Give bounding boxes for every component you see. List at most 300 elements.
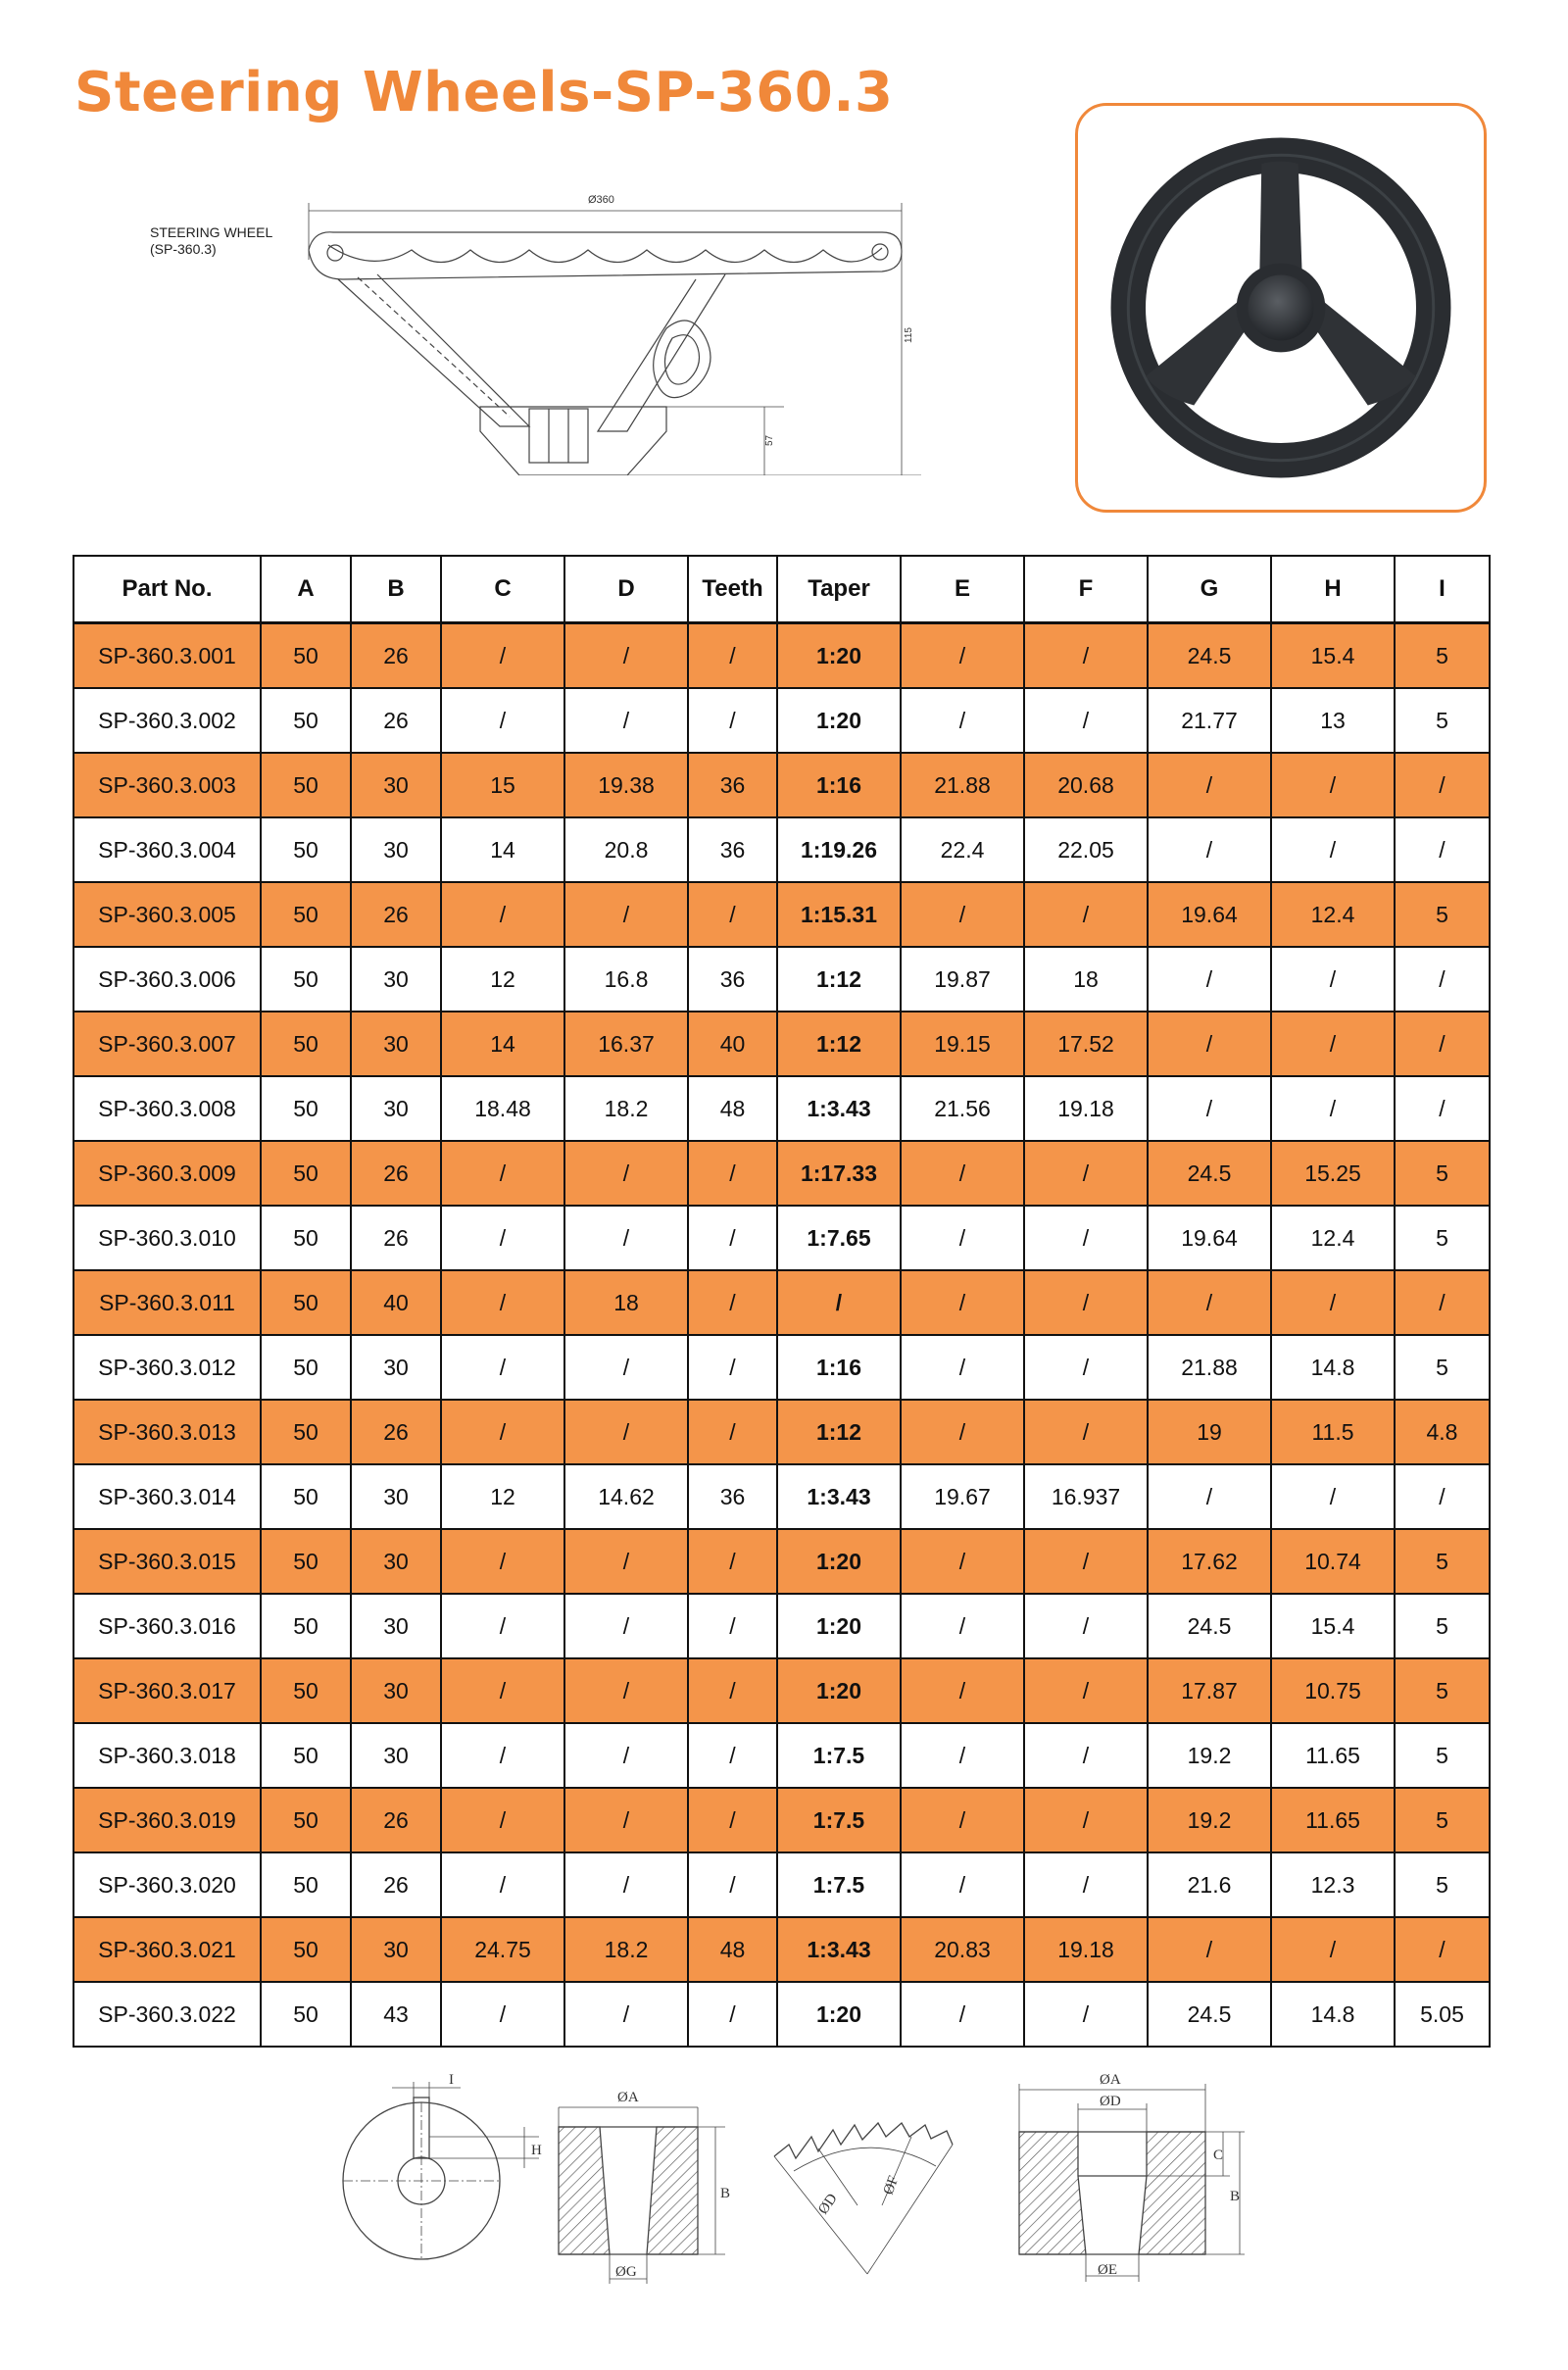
table-cell: / [564, 1594, 688, 1658]
table-cell: 50 [261, 1335, 351, 1400]
table-cell: 20.83 [901, 1917, 1024, 1982]
keyway-label-h: H [531, 2143, 542, 2158]
table-cell: 1:12 [777, 1012, 901, 1076]
table-cell: 50 [261, 1723, 351, 1788]
table-row [74, 1594, 1490, 1658]
table-cell: / [441, 1658, 564, 1723]
table-row [74, 1076, 1490, 1141]
table-cell: / [1271, 947, 1395, 1012]
table-cell: / [1395, 947, 1490, 1012]
spline-diagram [774, 2123, 953, 2274]
table-cell: / [688, 1788, 777, 1852]
table-cell: 16.937 [1024, 1464, 1148, 1529]
table-cell: / [441, 1529, 564, 1594]
table-cell: 5 [1395, 623, 1490, 689]
steering-wheel-photo-icon [1078, 106, 1484, 510]
table-cell: / [1148, 1917, 1271, 1982]
part-number-cell: SP-360.3.002 [74, 688, 261, 753]
hub-label-e: ØE [1098, 2262, 1117, 2278]
table-cell: 5 [1395, 1529, 1490, 1594]
keyway-label-i: I [449, 2072, 454, 2088]
table-cell: / [901, 1788, 1024, 1852]
table-cell: 1:15.31 [777, 882, 901, 947]
table-cell: / [564, 623, 688, 689]
table-cell: 1:12 [777, 947, 901, 1012]
table-cell: / [1024, 1788, 1148, 1852]
table-cell: 18.2 [564, 1917, 688, 1982]
table-cell: 1:7.5 [777, 1788, 901, 1852]
table-cell: / [901, 1529, 1024, 1594]
table-cell: 43 [351, 1982, 441, 2047]
table-cell: 50 [261, 1529, 351, 1594]
table-cell: 1:3.43 [777, 1917, 901, 1982]
table-cell: 24.75 [441, 1917, 564, 1982]
table-cell: / [901, 623, 1024, 689]
table-cell: / [441, 1788, 564, 1852]
table-cell: 21.77 [1148, 688, 1271, 753]
table-cell: / [441, 1400, 564, 1464]
table-cell: / [688, 1658, 777, 1723]
table-cell: / [1024, 1270, 1148, 1335]
hub-label-b: B [1230, 2189, 1241, 2204]
table-cell: 12.3 [1271, 1852, 1395, 1917]
part-number-cell: SP-360.3.004 [74, 817, 261, 882]
table-cell: / [1271, 817, 1395, 882]
table-cell: / [564, 1529, 688, 1594]
table-cell: 17.87 [1148, 1658, 1271, 1723]
table-cell: 36 [688, 947, 777, 1012]
table-cell: / [1024, 1400, 1148, 1464]
table-cell: / [1395, 1270, 1490, 1335]
table-cell: 14.62 [564, 1464, 688, 1529]
table-cell: 30 [351, 1917, 441, 1982]
page-title: Steering Wheels-SP-360.3 [74, 61, 894, 124]
table-cell: / [1148, 817, 1271, 882]
table-cell: / [1271, 1076, 1395, 1141]
table-cell: / [901, 688, 1024, 753]
table-cell: / [688, 623, 777, 689]
table-cell: 48 [688, 1076, 777, 1141]
table-cell: / [441, 1852, 564, 1917]
table-cell: 26 [351, 1141, 441, 1206]
table-cell: / [1024, 688, 1148, 753]
table-cell: / [1024, 1658, 1148, 1723]
part-number-cell: SP-360.3.018 [74, 1723, 261, 1788]
table-cell: / [901, 1723, 1024, 1788]
table-cell: / [688, 1400, 777, 1464]
table-cell: / [441, 1982, 564, 2047]
table-cell: 10.75 [1271, 1658, 1395, 1723]
column-header: A [261, 556, 351, 623]
table-cell: 50 [261, 1464, 351, 1529]
table-cell: / [1148, 1076, 1271, 1141]
hub-section-diagram [1019, 2084, 1245, 2282]
table-cell: 5 [1395, 1723, 1490, 1788]
table-cell: 50 [261, 1917, 351, 1982]
table-cell: 30 [351, 947, 441, 1012]
table-cell: 50 [261, 1141, 351, 1206]
table-cell: / [901, 1982, 1024, 2047]
table-cell: / [1395, 1917, 1490, 1982]
table-cell: 15.25 [1271, 1141, 1395, 1206]
table-cell: 40 [688, 1012, 777, 1076]
table-cell: 5 [1395, 1658, 1490, 1723]
dimension-diagrams-svg [323, 2068, 1264, 2289]
table-cell: / [1148, 947, 1271, 1012]
table-cell: / [688, 1594, 777, 1658]
table-cell: / [1271, 1012, 1395, 1076]
table-cell: 1:16 [777, 753, 901, 817]
table-row [74, 1400, 1490, 1464]
table-cell: 16.8 [564, 947, 688, 1012]
table-cell: 20.68 [1024, 753, 1148, 817]
table-cell: 19 [1148, 1400, 1271, 1464]
table-row [74, 1335, 1490, 1400]
spec-table [73, 555, 1491, 2048]
table-cell: / [901, 1658, 1024, 1723]
table-cell: 19.15 [901, 1012, 1024, 1076]
table-cell: 21.88 [901, 753, 1024, 817]
table-cell: / [1024, 1335, 1148, 1400]
table-cell: 26 [351, 1788, 441, 1852]
table-cell: / [441, 1594, 564, 1658]
table-cell: 1:20 [777, 1594, 901, 1658]
table-cell: 26 [351, 882, 441, 947]
table-cell: 26 [351, 688, 441, 753]
table-cell: 50 [261, 1982, 351, 2047]
table-cell: 26 [351, 1206, 441, 1270]
table-cell: / [441, 1206, 564, 1270]
table-cell: / [1271, 1464, 1395, 1529]
table-cell: 22.4 [901, 817, 1024, 882]
table-cell: / [777, 1270, 901, 1335]
table-cell: / [564, 1335, 688, 1400]
table-cell: / [1271, 753, 1395, 817]
table-cell: 19.18 [1024, 1076, 1148, 1141]
table-cell: 1:20 [777, 623, 901, 689]
part-number-cell: SP-360.3.005 [74, 882, 261, 947]
table-cell: 21.88 [1148, 1335, 1271, 1400]
table-cell: 36 [688, 753, 777, 817]
table-cell: / [564, 1141, 688, 1206]
part-number-cell: SP-360.3.013 [74, 1400, 261, 1464]
table-cell: 18 [564, 1270, 688, 1335]
table-cell: 26 [351, 1852, 441, 1917]
table-cell: 22.05 [1024, 817, 1148, 882]
table-row [74, 1658, 1490, 1723]
table-cell: 5 [1395, 1335, 1490, 1400]
table-cell: 24.5 [1148, 1141, 1271, 1206]
table-cell: / [564, 1788, 688, 1852]
table-cell: 4.8 [1395, 1400, 1490, 1464]
table-row [74, 882, 1490, 947]
table-row [74, 1982, 1490, 2047]
table-cell: / [1148, 1270, 1271, 1335]
table-cell: / [1395, 753, 1490, 817]
table-cell: / [564, 1658, 688, 1723]
table-cell: / [441, 1141, 564, 1206]
table-cell: / [688, 1529, 777, 1594]
table-cell: / [688, 882, 777, 947]
column-header: C [441, 556, 564, 623]
part-number-cell: SP-360.3.006 [74, 947, 261, 1012]
table-header-row [74, 556, 1490, 623]
table-cell: 30 [351, 1012, 441, 1076]
table-cell: / [1271, 1917, 1395, 1982]
table-cell: / [441, 688, 564, 753]
table-cell: 1:3.43 [777, 1076, 901, 1141]
table-cell: / [441, 1270, 564, 1335]
table-cell: / [1395, 1464, 1490, 1529]
table-cell: / [1395, 817, 1490, 882]
part-number-cell: SP-360.3.011 [74, 1270, 261, 1335]
table-cell: 1:3.43 [777, 1464, 901, 1529]
table-cell: 50 [261, 1400, 351, 1464]
table-cell: 19.67 [901, 1464, 1024, 1529]
table-cell: 1:20 [777, 1982, 901, 2047]
technical-drawing [118, 181, 980, 475]
table-cell: 12.4 [1271, 882, 1395, 947]
part-number-cell: SP-360.3.010 [74, 1206, 261, 1270]
table-cell: / [1024, 1594, 1148, 1658]
table-cell: 19.87 [901, 947, 1024, 1012]
table-row [74, 1012, 1490, 1076]
table-cell: 50 [261, 1012, 351, 1076]
table-cell: 5.05 [1395, 1982, 1490, 2047]
table-row [74, 688, 1490, 753]
table-cell: 50 [261, 623, 351, 689]
table-cell: 50 [261, 1788, 351, 1852]
table-cell: / [441, 623, 564, 689]
table-cell: / [688, 1270, 777, 1335]
table-cell: 1:19.26 [777, 817, 901, 882]
table-cell: 40 [351, 1270, 441, 1335]
table-cell: / [564, 1982, 688, 2047]
table-cell: / [564, 1400, 688, 1464]
drawing-label-line2: (SP-360.3) [150, 241, 217, 257]
table-cell: / [688, 1852, 777, 1917]
part-number-cell: SP-360.3.001 [74, 623, 261, 689]
column-header: G [1148, 556, 1271, 623]
product-photo-frame [1075, 103, 1487, 513]
table-cell: / [688, 1723, 777, 1788]
table-cell: / [688, 1335, 777, 1400]
table-cell: 16.37 [564, 1012, 688, 1076]
table-cell: / [901, 1594, 1024, 1658]
table-row [74, 1206, 1490, 1270]
table-cell: / [1024, 623, 1148, 689]
dim-hub-label: 57 [764, 434, 775, 446]
table-cell: 1:20 [777, 1529, 901, 1594]
table-cell: / [441, 1335, 564, 1400]
table-cell: 1:16 [777, 1335, 901, 1400]
table-cell: 5 [1395, 1594, 1490, 1658]
keyway-diagram [343, 2082, 539, 2259]
table-cell: 1:17.33 [777, 1141, 901, 1206]
table-cell: 30 [351, 1529, 441, 1594]
table-row [74, 1529, 1490, 1594]
table-cell: / [564, 1852, 688, 1917]
table-cell: / [1024, 882, 1148, 947]
table-cell: / [688, 1141, 777, 1206]
table-cell: 24.5 [1148, 623, 1271, 689]
table-cell: / [564, 688, 688, 753]
table-cell: / [901, 1270, 1024, 1335]
table-cell: 19.64 [1148, 882, 1271, 947]
taper-label-g: ØG [615, 2264, 637, 2280]
table-cell: / [1024, 1852, 1148, 1917]
table-cell: 5 [1395, 882, 1490, 947]
taper-label-b: B [720, 2186, 731, 2201]
column-header: E [901, 556, 1024, 623]
part-number-cell: SP-360.3.016 [74, 1594, 261, 1658]
table-cell: 5 [1395, 1788, 1490, 1852]
table-cell: 30 [351, 1723, 441, 1788]
table-cell: / [901, 1400, 1024, 1464]
part-number-cell: SP-360.3.009 [74, 1141, 261, 1206]
table-cell: 50 [261, 1270, 351, 1335]
table-cell: / [564, 1206, 688, 1270]
table-cell: / [1024, 1206, 1148, 1270]
table-cell: 5 [1395, 1141, 1490, 1206]
table-cell: 50 [261, 817, 351, 882]
table-cell: 30 [351, 1464, 441, 1529]
table-cell: 5 [1395, 1852, 1490, 1917]
table-row [74, 817, 1490, 882]
column-header: Taper [777, 556, 901, 623]
table-cell: 36 [688, 1464, 777, 1529]
table-cell: / [901, 1335, 1024, 1400]
column-header: D [564, 556, 688, 623]
table-cell: 1:7.5 [777, 1852, 901, 1917]
table-cell: 12 [441, 947, 564, 1012]
table-cell: 21.6 [1148, 1852, 1271, 1917]
table-cell: / [564, 1723, 688, 1788]
table-row [74, 1270, 1490, 1335]
table-cell: 24.5 [1148, 1594, 1271, 1658]
table-cell: / [441, 882, 564, 947]
taper-label-a: ØA [617, 2090, 639, 2105]
table-cell: 48 [688, 1917, 777, 1982]
table-row [74, 1788, 1490, 1852]
part-number-cell: SP-360.3.019 [74, 1788, 261, 1852]
table-row [74, 753, 1490, 817]
table-cell: 15.4 [1271, 623, 1395, 689]
part-number-cell: SP-360.3.012 [74, 1335, 261, 1400]
part-number-cell: SP-360.3.008 [74, 1076, 261, 1141]
table-cell: 5 [1395, 688, 1490, 753]
table-cell: / [688, 1206, 777, 1270]
table-cell: 5 [1395, 1206, 1490, 1270]
table-cell: 1:7.5 [777, 1723, 901, 1788]
table-cell: 19.18 [1024, 1917, 1148, 1982]
table-cell: 1:12 [777, 1400, 901, 1464]
table-cell: 19.2 [1148, 1723, 1271, 1788]
table-cell: 30 [351, 1335, 441, 1400]
table-cell: 14 [441, 817, 564, 882]
table-row [74, 623, 1490, 689]
table-cell: / [1024, 1723, 1148, 1788]
table-cell: / [901, 1852, 1024, 1917]
table-cell: 50 [261, 1594, 351, 1658]
column-header: Teeth [688, 556, 777, 623]
table-cell: / [1024, 1529, 1148, 1594]
hub-label-c: C [1213, 2148, 1224, 2163]
table-cell: 10.74 [1271, 1529, 1395, 1594]
table-cell: 1:20 [777, 1658, 901, 1723]
table-cell: 1:20 [777, 688, 901, 753]
taper-diagram [559, 2107, 725, 2284]
part-number-cell: SP-360.3.007 [74, 1012, 261, 1076]
part-number-cell: SP-360.3.020 [74, 1852, 261, 1917]
table-cell: / [901, 1206, 1024, 1270]
table-cell: 30 [351, 1658, 441, 1723]
table-cell: / [688, 1982, 777, 2047]
table-cell: 11.5 [1271, 1400, 1395, 1464]
table-cell: 19.38 [564, 753, 688, 817]
column-header: B [351, 556, 441, 623]
dim-height-label: 115 [904, 327, 914, 343]
table-row [74, 1852, 1490, 1917]
table-cell: 30 [351, 1076, 441, 1141]
table-cell: 12 [441, 1464, 564, 1529]
table-row [74, 1464, 1490, 1529]
table-cell: / [1148, 1012, 1271, 1076]
table-cell: 30 [351, 753, 441, 817]
column-header: Part No. [74, 556, 261, 623]
part-number-cell: SP-360.3.021 [74, 1917, 261, 1982]
table-cell: 11.65 [1271, 1788, 1395, 1852]
table-cell: / [901, 882, 1024, 947]
table-row [74, 1723, 1490, 1788]
table-cell: 19.2 [1148, 1788, 1271, 1852]
table-cell: / [688, 688, 777, 753]
table-cell: 24.5 [1148, 1982, 1271, 2047]
table-cell: 50 [261, 1206, 351, 1270]
table-cell: 26 [351, 1400, 441, 1464]
table-cell: 15 [441, 753, 564, 817]
table-cell: 14 [441, 1012, 564, 1076]
part-number-cell: SP-360.3.014 [74, 1464, 261, 1529]
table-cell: 11.65 [1271, 1723, 1395, 1788]
table-cell: 13 [1271, 688, 1395, 753]
table-cell: 19.64 [1148, 1206, 1271, 1270]
table-cell: 36 [688, 817, 777, 882]
spline-label-f: ØF [880, 2173, 903, 2197]
hub-label-d: ØD [1100, 2094, 1121, 2109]
table-cell: 14.8 [1271, 1982, 1395, 2047]
table-cell: / [1024, 1982, 1148, 2047]
table-cell: 50 [261, 688, 351, 753]
table-cell: 15.4 [1271, 1594, 1395, 1658]
table-cell: 50 [261, 1852, 351, 1917]
table-row [74, 1141, 1490, 1206]
drawing-label [150, 224, 272, 258]
table-cell: 50 [261, 1658, 351, 1723]
table-cell: 17.62 [1148, 1529, 1271, 1594]
column-header: F [1024, 556, 1148, 623]
table-cell: 30 [351, 1594, 441, 1658]
table-cell: 18 [1024, 947, 1148, 1012]
table-cell: 50 [261, 882, 351, 947]
table-cell: 50 [261, 947, 351, 1012]
part-number-cell: SP-360.3.022 [74, 1982, 261, 2047]
hub-label-a: ØA [1100, 2072, 1121, 2088]
table-cell: 12.4 [1271, 1206, 1395, 1270]
table-cell: / [1148, 753, 1271, 817]
table-cell: / [901, 1141, 1024, 1206]
table-cell: 1:7.65 [777, 1206, 901, 1270]
